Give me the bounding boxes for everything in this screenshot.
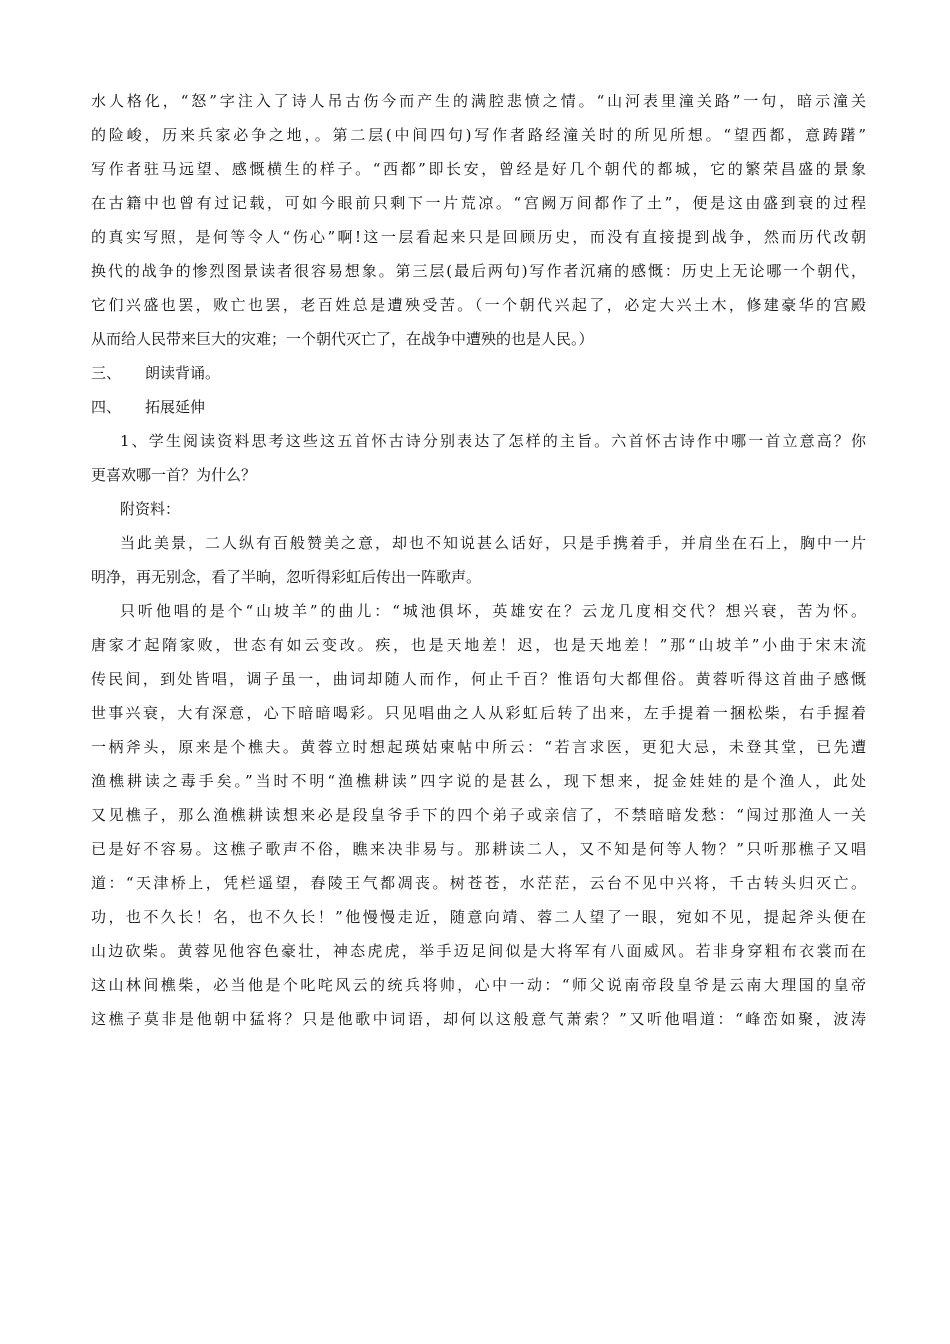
text-line: 的真实写照，是何等令人“伤心”啊!这一层看起来只是回顾历史，而没有直接提到战争，然而历代改朝: [91, 228, 866, 246]
text-line: 一柄斧头，原来是个樵夫。黄蓉立时想起瑛姑柬帖中所云：“若言求医，更犯大忌，未登其堂，已先遭: [91, 738, 866, 756]
text-line: 从而给人民带来巨大的灾难；一个朝代灭亡了，在战争中遭殃的也是人民。）: [91, 330, 594, 348]
text-line: 在古籍中也曾有过记载，可如今眼前只剩下一片荒凉。“宫阙万间都作了土”，便是这由盛到衰的过程: [91, 194, 866, 212]
text-line: 功，也不久长！名，也不久长！”他慢慢走近，随意向靖、蓉二人望了一眼，宛如不见，提起斧头便在: [91, 908, 866, 926]
section-heading-4: [91, 397, 866, 417]
text-line: 传民间，到处皆唱，调子虽一，曲词却随人而作，何止千百？惟语句大都俚俗。黄蓉听得这首曲子感慨: [91, 670, 866, 688]
text-line: 渔樵耕读之毒手矣。”当时不明“渔樵耕读”四字说的是甚么，现下想来，捉金娃娃的是个渔人，此处: [91, 772, 866, 790]
text-line: 写作者驻马远望、感慨横生的样子。“西都”即长安，曾经是好几个朝代的都城，它的繁荣昌盛的景象: [91, 160, 866, 178]
section-number: 四、: [91, 398, 122, 416]
text-line: 的险峻，历来兵家必争之地，。第二层(中间四句)写作者路经潼关时的所见所想。“望西都，意踌躇”: [91, 126, 866, 144]
text-line: 已是好不容易。这樵子歌声不俗，瞧来决非易与。那耕读二人，又不知是何等人物？”只听那樵子又唱: [91, 840, 866, 858]
document-body: [91, 91, 866, 1043]
text-line: 明净，再无别念，看了半晌，忽听得彩虹后传出一阵歌声。: [91, 568, 482, 586]
question-line: 更喜欢哪一首？为什么？: [91, 466, 257, 484]
attachment-label: 附资料：: [120, 500, 181, 518]
section-title: 拓展延伸: [145, 398, 206, 416]
section-heading-3: [91, 363, 866, 383]
section-title: 朗读背诵。: [145, 364, 221, 382]
question-line: 1、学生阅读资料思考这些这五首怀古诗分别表达了怎样的主旨。六首怀古诗作中哪一首立意高？你: [120, 432, 866, 450]
text-line: 它们兴盛也罢，败亡也罢，老百姓总是遭殃受苦。（一个朝代兴起了，必定大兴土木，修建豪华的宫殿: [91, 296, 866, 314]
text-line: 这山林间樵柴，必当他是个叱咤风云的统兵将帅，心中一动：“师父说南帝段皇爷是云南大理国的皇帝: [91, 976, 866, 994]
section-number: 三、: [91, 364, 122, 382]
text-line: 又见樵子，那么渔樵耕读想来必是段皇爷手下的四个弟子或亲信了，不禁暗暗发愁：“闯过那渔人一关: [91, 806, 866, 824]
text-line: 世事兴衰，大有深意，心下暗暗喝彩。只见唱曲之人从彩虹后转了出来，左手提着一捆松柴，右手握着: [91, 704, 866, 722]
text-line: 道：“天津桥上，凭栏遥望，舂陵王气都凋丧。树苍苍，水茫茫，云台不见中兴将，千古转头归灭亡。: [91, 874, 866, 892]
text-line: 山边砍柴。黄蓉见他容色豪壮，神态虎虎，举手迈足间似是大将军有八面威风。若非身穿粗布衣裳而在: [91, 942, 866, 960]
text-line: 唐家才起隋家败，世态有如云变改。疾，也是天地差！迟，也是天地差！”那“山坡羊”小曲于宋末流: [91, 636, 866, 654]
text-line: 换代的战争的惨烈图景读者很容易想象。第三层(最后两句)写作者沉痛的感慨：历史上无论哪一个朝代，: [91, 262, 866, 280]
text-line: 水人格化，“怒”字注入了诗人吊古伤今而产生的满腔悲愤之情。“山河表里潼关路”一句，暗示潼关: [91, 92, 866, 110]
text-line: 这樵子莫非是他朝中猛将？只是他歌中词语，却何以这般意气萧索？”又听他唱道：“峰峦如聚，波涛: [91, 1010, 866, 1028]
text-line: 当此美景，二人纵有百般赞美之意，却也不知说甚么话好，只是手携着手，并肩坐在石上，胸中一片: [120, 534, 866, 552]
text-line: 只听他唱的是个“山坡羊”的曲儿：“城池俱坏，英雄安在？云龙几度相交代？想兴衰，苦为怀。: [120, 602, 866, 620]
